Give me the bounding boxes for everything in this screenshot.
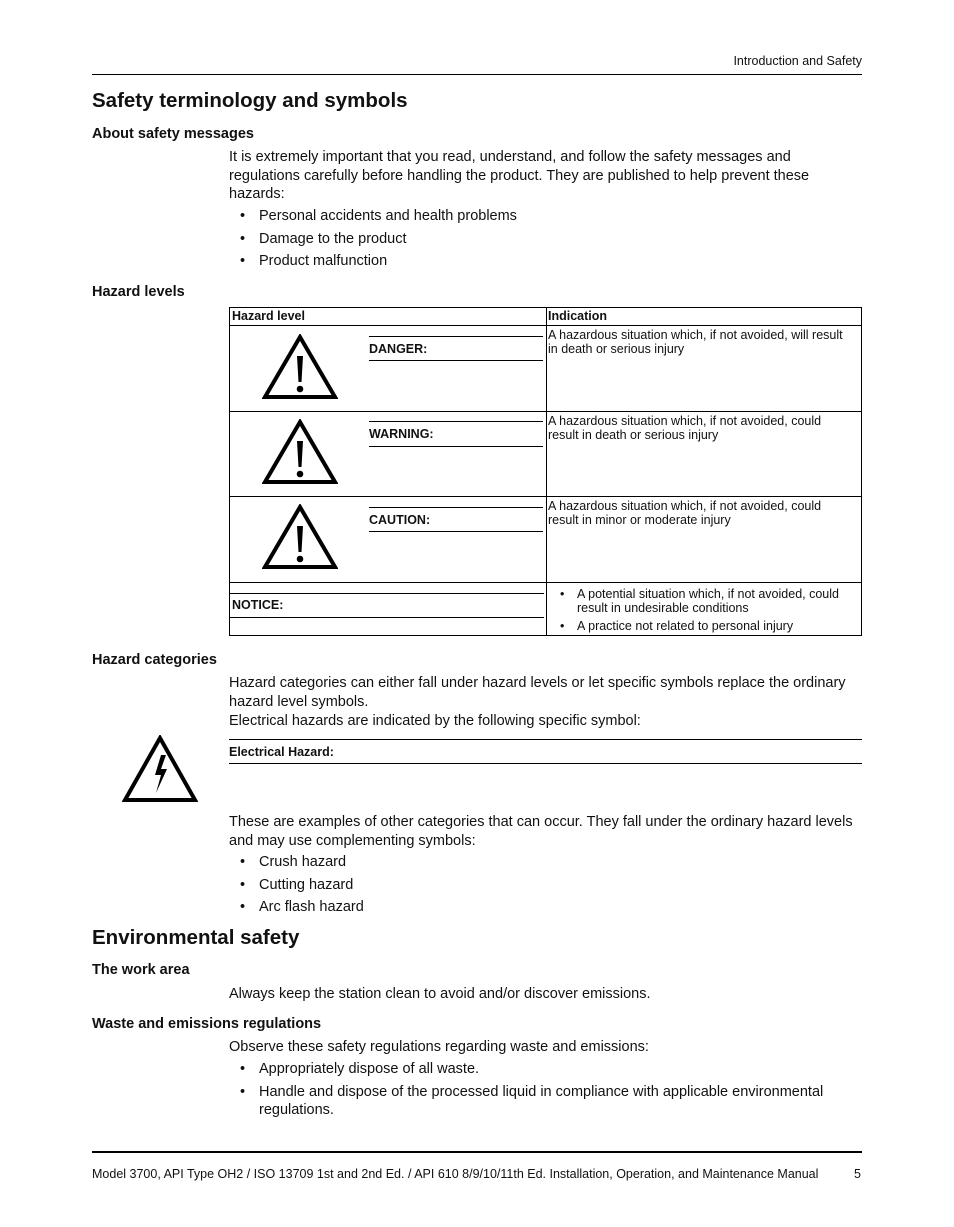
work-area-paragraph: Always keep the station clean to avoid and/or discover emissions. — [229, 986, 651, 1002]
indication-danger: A hazardous situation which, if not avoided, will result in death or serious injury — [548, 328, 843, 356]
hazard-levels-table — [229, 307, 862, 636]
electrical-rule — [229, 763, 862, 764]
section-title-safety-terminology: Safety terminology and symbols — [92, 89, 408, 112]
warning-triangle-icon — [262, 419, 338, 485]
notice-list — [560, 587, 850, 637]
footer-text: Model 3700, API Type OH2 / ISO 13709 1st and 2nd Ed. / API 610 8/9/10/11th Ed. Installation, Operation, and Maintenance Manual — [92, 1167, 819, 1181]
electrical-hazard-icon — [122, 735, 198, 803]
section-title-environmental-safety: Environmental safety — [92, 926, 300, 949]
electrical-rule — [229, 739, 862, 740]
table-row-divider — [230, 496, 861, 497]
warning-triangle-icon — [262, 334, 338, 400]
signal-rule — [369, 507, 543, 508]
table-row-divider — [230, 582, 861, 583]
electrical-hazard-label: Electrical Hazard: — [229, 745, 334, 759]
signal-rule — [369, 531, 543, 532]
electrical-intro-paragraph: Electrical hazards are indicated by the following specific symbol: — [229, 713, 641, 729]
column-header-indication: Indication — [548, 309, 608, 323]
signal-word-notice: NOTICE: — [232, 598, 284, 612]
waste-paragraph: Observe these safety regulations regarding waste and emissions: — [229, 1039, 649, 1055]
list-item: • A practice not related to personal injury — [560, 619, 850, 633]
signal-rule — [230, 593, 544, 594]
table-row-divider — [230, 411, 861, 412]
table-header-divider — [230, 325, 861, 326]
other-categories-paragraph: These are examples of other categories that can occur. They fall under the ordinary hazard levels and may use complementing symbols: — [229, 814, 853, 849]
signal-rule — [369, 446, 543, 447]
list-item: • Product malfunction — [229, 252, 854, 271]
list-item: • Handle and dispose of the processed liquid in compliance with applicable environmental regulations. — [229, 1083, 854, 1120]
warning-triangle-icon — [262, 504, 338, 570]
footer-rule — [92, 1151, 862, 1153]
list-item: • Personal accidents and health problems — [229, 207, 854, 226]
column-header-hazard-level: Hazard level — [232, 309, 305, 323]
signal-word-caution: CAUTION: — [369, 513, 431, 527]
list-item: • A potential situation which, if not avoided, could result in undesirable conditions — [560, 587, 850, 615]
signal-rule — [369, 336, 543, 337]
list-item: • Appropriately dispose of all waste. — [229, 1060, 854, 1079]
table-column-divider — [546, 308, 547, 635]
signal-rule — [369, 421, 543, 422]
indication-warning: A hazardous situation which, if not avoided, could result in death or serious injury — [548, 414, 822, 442]
waste-list — [229, 1060, 854, 1124]
categories-list — [229, 853, 854, 921]
about-paragraph: It is extremely important that you read, understand, and follow the safety messages and regulations carefully before handling the product. They are published to help prevent these hazards: — [229, 149, 810, 202]
list-item: • Crush hazard — [229, 853, 854, 872]
signal-word-danger: DANGER: — [369, 342, 428, 356]
heading-about-safety-messages: About safety messages — [92, 126, 254, 142]
header-rule — [92, 74, 862, 75]
list-item: • Cutting hazard — [229, 876, 854, 895]
signal-rule — [369, 360, 543, 361]
heading-waste-regulations: Waste and emissions regulations — [92, 1016, 322, 1032]
signal-word-warning: WARNING: — [369, 427, 434, 441]
heading-hazard-categories: Hazard categories — [92, 652, 217, 668]
indication-caution: A hazardous situation which, if not avoided, could result in minor or moderate injury — [548, 499, 822, 527]
list-item: • Damage to the product — [229, 230, 854, 249]
heading-hazard-levels: Hazard levels — [92, 284, 185, 300]
categories-paragraph: Hazard categories can either fall under hazard levels or let specific symbols replace the ordinary hazard level symbols. — [229, 675, 846, 710]
running-header: Introduction and Safety — [733, 54, 862, 68]
hazards-list — [229, 207, 854, 275]
signal-rule — [230, 617, 544, 618]
list-item: • Arc flash hazard — [229, 898, 854, 917]
heading-work-area: The work area — [92, 962, 190, 978]
page-number: 5 — [854, 1167, 861, 1181]
